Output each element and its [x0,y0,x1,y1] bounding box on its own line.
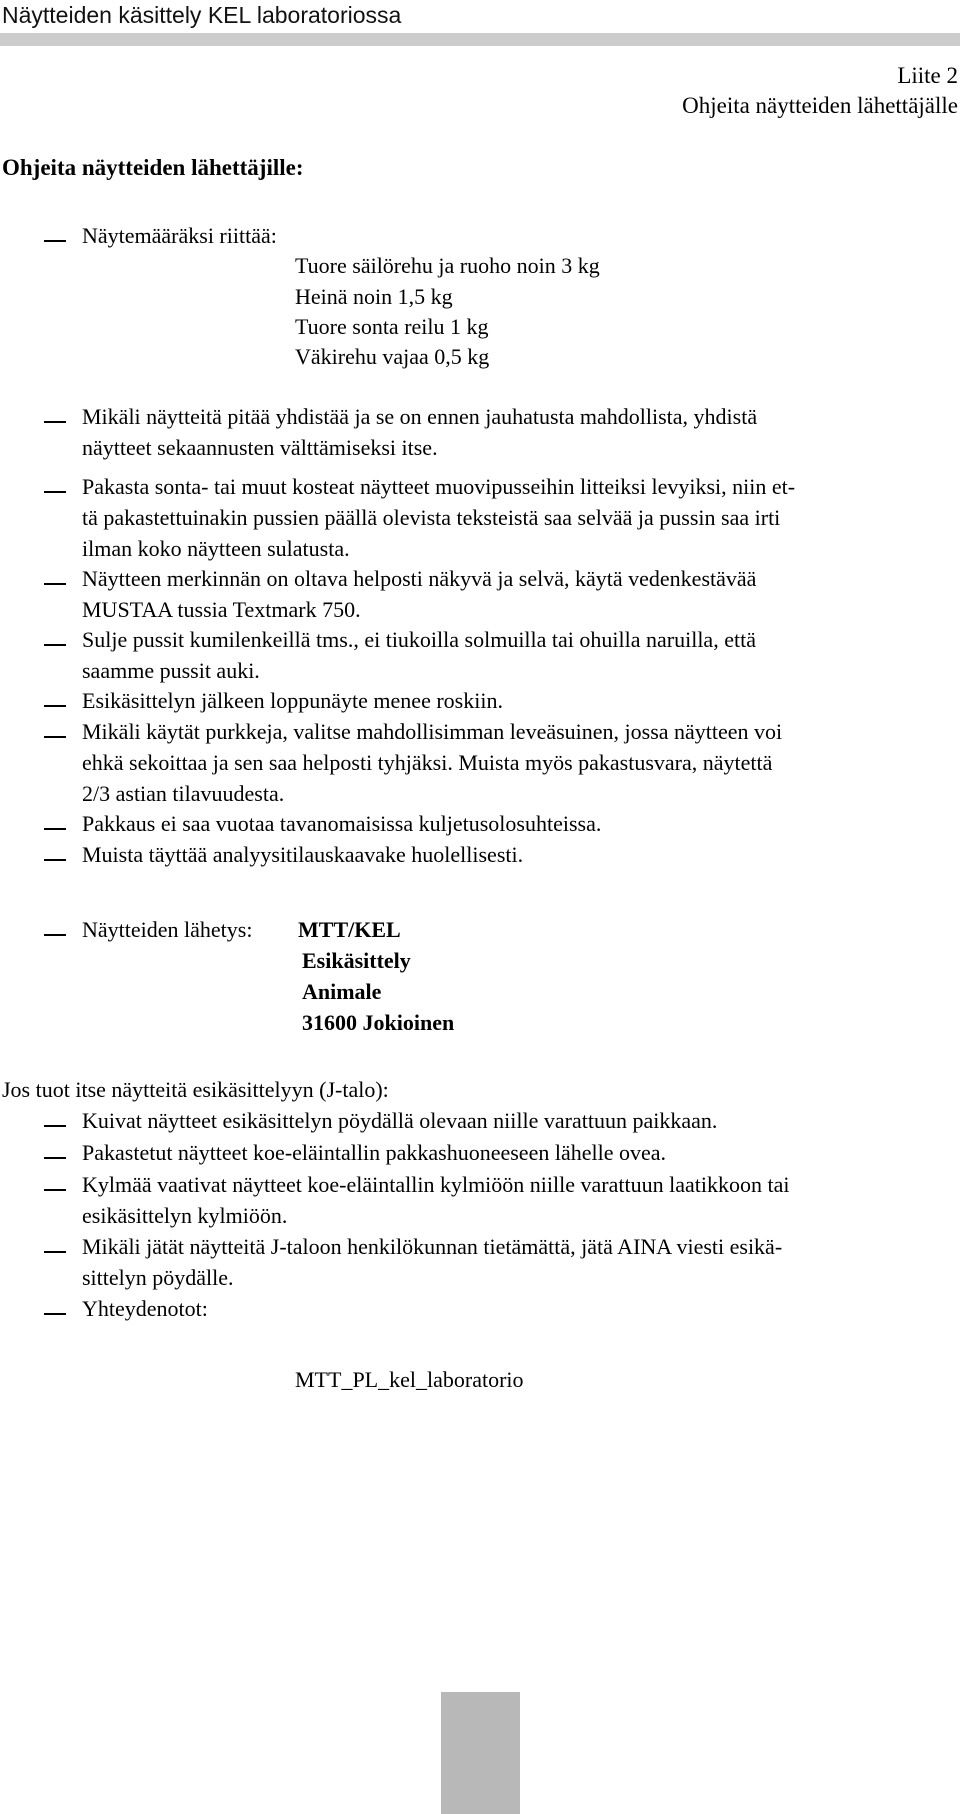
instruction-line: Pakkaus ei saa vuotaa tavanomaisissa kuljetusolosuhteissa. [82,811,602,836]
bullet-dash [44,828,66,830]
bullet-dash [44,583,66,585]
instruction-line: ilman koko näytteen sulatusta. [82,536,350,561]
instruction-line: MUSTAA tussia Textmark 750. [82,597,361,622]
instruction-line: Muista täyttää analyysitilauskaavake huolellisesti. [82,842,524,867]
quantity-item: Heinä noin 1,5 kg [295,284,453,309]
instruction-line: Mikäli näytteitä pitää yhdistää ja se on ennen jauhatusta mahdollista, yhdistä [82,404,758,429]
shipping-label: Näytteiden lähetys: [82,917,253,942]
shipping-address-line: Animale [302,979,382,1004]
instruction-line: tä pakastettuinakin pussien päällä olevista teksteistä saa selvää ja pussin saa irti [82,505,781,530]
self-delivery-line: esikäsittelyn kylmiöön. [82,1203,288,1228]
bullet-dash [44,1313,66,1315]
contact-address: MTT_PL_kel_laboratorio [295,1367,524,1392]
instruction-line: Sulje pussit kumilenkeillä tms., ei tiukoilla solmuilla tai ohuilla naruilla, että [82,627,756,652]
instruction-line: Näytteen merkinnän on oltava helposti näkyvä ja selvä, käytä vedenkestävää [82,566,757,591]
self-delivery-line: Yhteydenotot: [82,1296,208,1321]
appendix-block [682,61,958,121]
shipping-address-line: 31600 Jokioinen [302,1010,455,1035]
instruction-line: näytteet sekaannusten välttämiseksi itse. [82,435,438,460]
self-delivery-line: Kylmää vaativat näytteet koe-eläintallin kylmiöön niille varattuun laatikkoon tai [82,1172,790,1197]
document-header [0,0,960,44]
bullet-dash [44,705,66,707]
instruction-line: ehkä sekoittaa ja sen saa helposti tyhjäksi. Muista myös pakastusvara, näytettä [82,750,773,775]
self-delivery-line: Kuivat näytteet esikäsittelyn pöydällä olevaan niille varattuun paikkaan. [82,1108,718,1133]
quantity-item: Tuore sonta reilu 1 kg [295,314,489,339]
self-delivery-line: Pakastetut näytteet koe-eläintallin pakkashuoneeseen lähelle ovea. [82,1140,666,1165]
quantity-item: Tuore säilörehu ja ruoho noin 3 kg [295,253,600,278]
bullet-dash [44,934,66,936]
main-heading: Ohjeita näytteiden lähettäjille: [2,155,304,180]
bullet-dash [44,421,66,423]
appendix-label: Liite 2 [897,63,958,88]
page-footer-box [441,1692,520,1814]
self-delivery-line: Mikäli jätät näytteitä J-taloon henkilökunnan tietämättä, jätä AINA viesti esikä- [82,1234,783,1259]
bullet-dash [44,736,66,738]
instruction-line: saamme pussit auki. [82,658,260,683]
bullet-dash [44,644,66,646]
bullet-dash [44,1189,66,1191]
bullet-dash [44,491,66,493]
instruction-line: Mikäli käytät purkkeja, valitse mahdollisimman leveäsuinen, jossa näytteen voi [82,719,783,744]
bullet-dash [44,1251,66,1253]
self-delivery-heading: Jos tuot itse näytteitä esikäsittelyyn (J-talo): [2,1077,389,1102]
bullet-dash [44,1125,66,1127]
bullet-dash [44,240,66,242]
appendix-subtitle: Ohjeita näytteiden lähettäjälle [682,93,958,118]
bullet-dash [44,859,66,861]
quantities-intro: Näytemääräksi riittää: [82,223,277,248]
bullet-dash [44,1157,66,1159]
quantity-item: Väkirehu vajaa 0,5 kg [295,344,490,369]
shipping-address-line: MTT/KEL [298,917,401,942]
header-rule [0,33,960,46]
document-header-title: Näytteiden käsittely KEL laboratoriossa [2,2,402,28]
shipping-address-line: Esikäsittely [302,948,411,973]
instruction-line: Pakasta sonta- tai muut kosteat näytteet muovipusseihin litteiksi levyiksi, niin et- [82,474,796,499]
self-delivery-line: sittelyn pöydälle. [82,1265,234,1290]
instruction-line: 2/3 astian tilavuudesta. [82,781,285,806]
instruction-line: Esikäsittelyn jälkeen loppunäyte menee roskiin. [82,688,503,713]
